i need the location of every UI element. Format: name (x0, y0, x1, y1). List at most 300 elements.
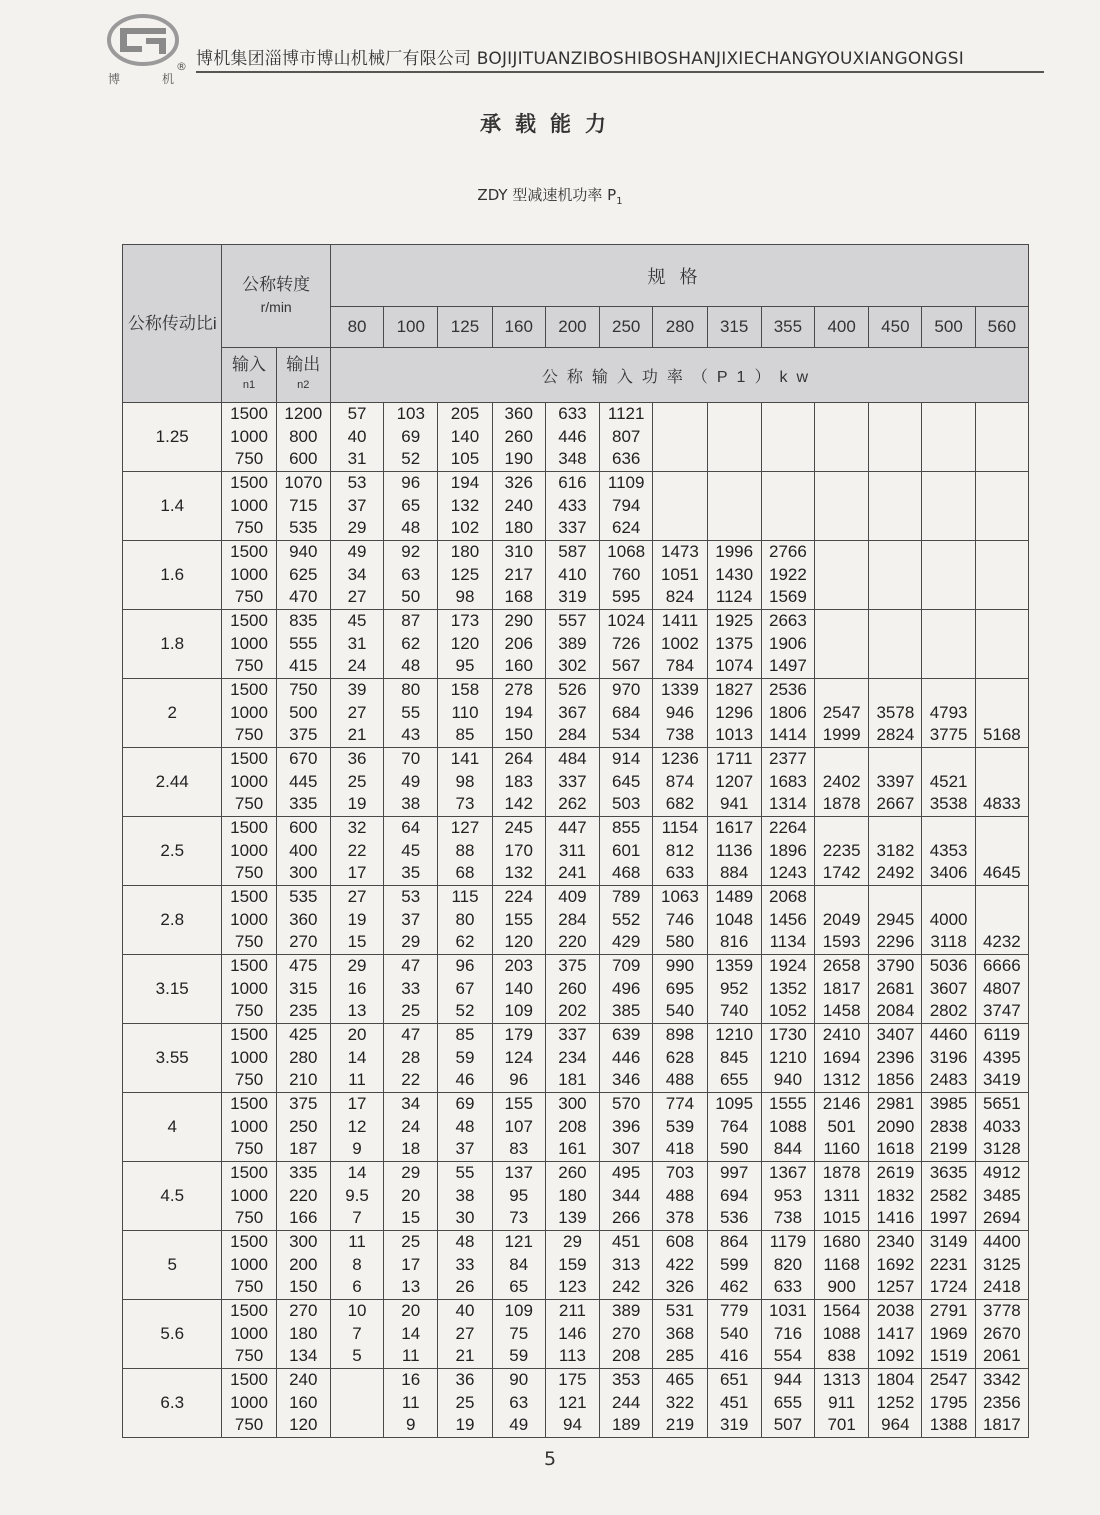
output-speed-value: 535 (289, 518, 318, 538)
power-value: 33 (455, 1254, 475, 1274)
power-value: 103 (396, 404, 425, 423)
power-value: 2396 (876, 1047, 915, 1067)
power-value: 396 (612, 1116, 641, 1136)
power-value: 105 (450, 449, 480, 469)
power-value: 1207 (715, 771, 754, 791)
power-value (922, 403, 974, 426)
input-speed-cell (222, 748, 276, 817)
power-cell (600, 886, 653, 955)
power-value: 446 (558, 426, 587, 446)
power-value: 1121 (607, 404, 645, 423)
power-cell (815, 748, 869, 817)
input-speed-value: 1000 (230, 564, 268, 584)
power-value: 113 (558, 1346, 587, 1366)
power-value: 10 (347, 1301, 367, 1320)
header-size-80: 80 (330, 307, 383, 348)
power-cell (330, 541, 383, 610)
power-cell (869, 679, 922, 748)
power-value: 1002 (661, 633, 699, 653)
power-cell (600, 403, 653, 472)
power-value: 11 (401, 1346, 420, 1366)
power-value: 244 (612, 1392, 641, 1412)
power-value: 48 (455, 1232, 475, 1251)
power-cell (707, 1300, 761, 1369)
power-value: 746 (665, 909, 695, 929)
power-value: 181 (558, 1070, 587, 1090)
power-value (922, 633, 974, 656)
power-cell (330, 1369, 383, 1438)
output-speed-cell (276, 403, 330, 472)
output-speed-value: 280 (289, 1047, 318, 1067)
output-speed-cell (276, 955, 330, 1024)
power-value: 1417 (876, 1323, 915, 1343)
input-speed-value: 1500 (230, 473, 268, 492)
power-value: 25 (347, 771, 367, 791)
power-value: 35 (401, 863, 421, 883)
output-speed-value: 187 (289, 1139, 318, 1159)
power-value: 1411 (661, 611, 699, 630)
power-value: 3407 (876, 1025, 915, 1044)
power-cell (545, 1231, 599, 1300)
power-value: 5651 (982, 1094, 1021, 1113)
power-value: 127 (450, 818, 480, 837)
power-value: 139 (558, 1208, 587, 1228)
power-value: 52 (401, 449, 421, 469)
power-value: 52 (455, 1001, 475, 1021)
power-cell (869, 1162, 922, 1231)
header-speed (222, 245, 330, 348)
output-speed-value: 360 (289, 909, 318, 929)
power-value: 1683 (768, 771, 807, 791)
power-value: 48 (401, 518, 421, 538)
power-value: 608 (665, 1232, 695, 1251)
power-value (653, 448, 706, 471)
power-value: 109 (504, 1301, 533, 1320)
power-value: 1795 (929, 1392, 968, 1412)
power-value: 4460 (929, 1025, 968, 1044)
power-value: 168 (504, 587, 533, 607)
power-value: 211 (558, 1301, 587, 1320)
power-value (922, 679, 974, 702)
power-cell (869, 1024, 922, 1093)
power-value (976, 448, 1028, 471)
power-value: 194 (504, 702, 533, 722)
power-value: 3118 (930, 932, 967, 952)
power-value: 285 (665, 1346, 695, 1366)
power-value: 389 (612, 1301, 641, 1320)
power-cell (438, 955, 492, 1024)
power-value: 1906 (768, 633, 807, 653)
power-cell (922, 955, 975, 1024)
power-value (976, 541, 1028, 564)
power-value: 266 (612, 1208, 641, 1228)
power-value: 160 (504, 656, 533, 676)
header-spec: 规格 (330, 245, 1028, 307)
header-size-560: 560 (975, 307, 1028, 348)
power-value: 32 (347, 818, 367, 837)
power-value: 1430 (715, 564, 754, 584)
power-value: 63 (401, 564, 421, 584)
input-speed-value: 1500 (230, 887, 268, 906)
power-cell (330, 748, 383, 817)
power-value: 709 (612, 956, 641, 975)
power-value: 1804 (876, 1370, 915, 1389)
ratio-cell: 2.8 (123, 886, 222, 955)
header-size-450: 450 (869, 307, 922, 348)
power-value: 73 (509, 1208, 529, 1228)
power-value: 740 (719, 1001, 749, 1021)
power-cell (761, 1369, 814, 1438)
power-cell (815, 541, 869, 610)
power-value: 703 (665, 1163, 695, 1182)
power-cell (330, 886, 383, 955)
power-value: 944 (773, 1370, 803, 1389)
power-value: 73 (455, 794, 475, 814)
output-speed-cell (276, 1093, 330, 1162)
power-cell (384, 817, 438, 886)
power-value: 175 (558, 1370, 587, 1389)
power-value: 682 (665, 794, 695, 814)
power-cell (384, 1369, 438, 1438)
header-input (222, 348, 276, 403)
power-value: 11 (348, 1232, 366, 1251)
power-cell (330, 403, 383, 472)
power-value: 326 (665, 1277, 695, 1297)
power-value: 2146 (822, 1094, 861, 1113)
power-value: 3196 (929, 1047, 968, 1067)
power-value: 69 (455, 1094, 475, 1113)
power-value: 219 (665, 1415, 695, 1435)
power-cell (492, 403, 545, 472)
power-value (976, 817, 1028, 840)
header-size-315: 315 (707, 307, 761, 348)
power-cell (492, 1300, 545, 1369)
ratio-cell: 5.6 (123, 1300, 222, 1369)
output-speed-value: 555 (289, 633, 318, 653)
power-value: 25 (455, 1392, 475, 1412)
input-speed-value: 1500 (230, 1301, 268, 1320)
power-value: 3419 (982, 1070, 1021, 1090)
output-speed-value: 166 (289, 1208, 318, 1228)
power-cell (975, 1162, 1028, 1231)
power-value: 348 (558, 449, 587, 469)
power-cell (922, 1024, 975, 1093)
output-speed-value: 300 (289, 1232, 318, 1251)
power-value: 173 (450, 611, 480, 630)
power-cell (384, 1231, 438, 1300)
power-cell (707, 1162, 761, 1231)
power-value: 2296 (876, 932, 915, 952)
power-cell (707, 472, 761, 541)
power-value: 4033 (982, 1116, 1021, 1136)
output-speed-cell (276, 748, 330, 817)
table-row (123, 679, 1029, 748)
power-value: 422 (665, 1254, 695, 1274)
power-value: 13 (347, 1001, 367, 1021)
power-value: 120 (450, 633, 480, 653)
power-value: 1519 (929, 1346, 968, 1366)
input-speed-value: 1000 (230, 978, 268, 998)
power-value: 1048 (715, 909, 754, 929)
power-value: 3578 (876, 702, 915, 722)
power-cell (922, 403, 975, 472)
power-value: 1806 (768, 702, 807, 722)
power-value: 278 (504, 680, 533, 699)
power-cell (600, 748, 653, 817)
power-value: 34 (401, 1094, 421, 1113)
header-size-200: 200 (545, 307, 599, 348)
power-value: 124 (504, 1047, 533, 1067)
power-value: 536 (719, 1208, 749, 1228)
power-cell (600, 679, 653, 748)
table-row (123, 472, 1029, 541)
power-value (815, 586, 868, 609)
power-value: 389 (558, 633, 587, 653)
power-cell (492, 886, 545, 955)
power-cell (815, 1300, 869, 1369)
input-speed-value: 1000 (230, 1047, 268, 1067)
power-cell (975, 1231, 1028, 1300)
power-value: 4400 (982, 1232, 1021, 1251)
power-cell (761, 610, 814, 679)
power-value: 655 (719, 1070, 749, 1090)
power-cell (922, 1300, 975, 1369)
power-cell (438, 1300, 492, 1369)
input-speed-cell (222, 472, 276, 541)
power-value (976, 610, 1028, 633)
table-row (123, 1231, 1029, 1300)
power-value (869, 610, 921, 633)
power-value: 4912 (982, 1163, 1021, 1182)
power-value: 63 (509, 1392, 529, 1412)
power-value: 180 (450, 542, 480, 561)
power-value (869, 426, 921, 449)
power-value: 1296 (715, 702, 754, 722)
power-value: 3778 (982, 1301, 1021, 1320)
power-value: 22 (347, 840, 367, 860)
power-cell (492, 541, 545, 610)
power-cell (492, 472, 545, 541)
power-value: 326 (504, 473, 533, 492)
power-value: 1832 (876, 1185, 915, 1205)
power-value: 37 (347, 495, 367, 515)
power-value: 738 (665, 725, 695, 745)
power-value: 6 (352, 1277, 362, 1297)
power-value: 13 (401, 1277, 421, 1297)
output-speed-value: 625 (289, 564, 318, 584)
power-value: 1367 (768, 1163, 807, 1182)
power-value: 18 (401, 1139, 421, 1159)
power-value: 465 (665, 1370, 695, 1389)
power-cell (707, 679, 761, 748)
power-value: 2418 (982, 1277, 1021, 1297)
output-speed-value: 445 (289, 771, 318, 791)
power-value: 15 (347, 932, 367, 952)
power-cell (975, 1369, 1028, 1438)
output-speed-value: 500 (289, 702, 318, 722)
output-speed-value: 240 (289, 1370, 318, 1389)
power-value: 1088 (822, 1323, 861, 1343)
power-value: 410 (558, 564, 587, 584)
power-value: 115 (451, 887, 479, 906)
power-cell (492, 1162, 545, 1231)
power-value: 1092 (876, 1346, 915, 1366)
power-value: 367 (558, 702, 587, 722)
output-speed-value: 375 (289, 1094, 318, 1113)
power-value: 580 (665, 932, 695, 952)
header-size-400: 400 (815, 307, 869, 348)
input-speed-cell (222, 541, 276, 610)
power-value: 48 (401, 656, 421, 676)
power-value: 27 (347, 887, 367, 906)
power-value (762, 495, 814, 518)
power-value: 3747 (982, 1001, 1021, 1021)
power-value: 970 (612, 680, 641, 699)
power-cell (384, 955, 438, 1024)
power-value: 964 (881, 1415, 910, 1435)
power-value: 2582 (929, 1185, 968, 1205)
power-cell (330, 610, 383, 679)
power-value: 628 (665, 1047, 695, 1067)
power-value (976, 886, 1028, 909)
power-value: 180 (558, 1185, 587, 1205)
power-value (815, 448, 868, 471)
power-value (869, 472, 921, 495)
input-speed-cell (222, 1093, 276, 1162)
power-value: 4353 (929, 840, 968, 860)
power-value: 2377 (768, 749, 807, 768)
ratio-cell: 4 (123, 1093, 222, 1162)
power-cell (545, 403, 599, 472)
input-speed-cell (222, 1231, 276, 1300)
header-output-label: 输出 (286, 355, 321, 374)
power-value: 141 (450, 749, 480, 768)
power-value: 914 (612, 749, 641, 768)
power-value: 14 (347, 1047, 367, 1067)
input-speed-cell (222, 955, 276, 1024)
power-value: 884 (719, 863, 749, 883)
power-value: 337 (558, 1025, 587, 1044)
output-speed-value: 1200 (284, 404, 323, 423)
power-cell (545, 955, 599, 1024)
power-cell (653, 955, 707, 1024)
power-value (708, 448, 761, 471)
power-value: 22 (401, 1070, 421, 1090)
power-value: 9 (406, 1415, 416, 1435)
power-value: 46 (455, 1070, 475, 1090)
power-value: 2791 (929, 1301, 968, 1320)
power-value: 1489 (715, 887, 754, 906)
power-value: 1051 (661, 564, 699, 584)
power-value: 378 (665, 1208, 695, 1228)
power-cell (330, 817, 383, 886)
power-value: 234 (558, 1047, 587, 1067)
power-value: 57 (347, 404, 367, 423)
table-row (123, 541, 1029, 610)
power-value: 2084 (876, 1001, 915, 1021)
power-cell (492, 1369, 545, 1438)
input-speed-value: 1000 (230, 1185, 268, 1205)
header-power: 公称输入功率（P1）kw (330, 348, 1028, 403)
power-value: 1694 (822, 1047, 861, 1067)
power-cell (600, 1231, 653, 1300)
power-value: 220 (558, 932, 587, 952)
power-cell (869, 886, 922, 955)
power-cell (869, 472, 922, 541)
power-value (815, 655, 868, 678)
power-value: 633 (665, 863, 695, 883)
power-cell (869, 610, 922, 679)
power-cell (707, 748, 761, 817)
power-cell (545, 541, 599, 610)
power-value: 824 (665, 587, 695, 607)
power-cell (653, 541, 707, 610)
power-value: 385 (612, 1001, 641, 1021)
power-value: 1257 (876, 1277, 915, 1297)
power-value: 208 (612, 1346, 641, 1366)
power-value: 15 (401, 1208, 421, 1228)
input-speed-value: 750 (234, 518, 264, 538)
output-speed-value: 1070 (284, 473, 323, 492)
power-value: 1414 (768, 725, 807, 745)
power-value: 7 (352, 1323, 362, 1343)
output-speed-cell (276, 541, 330, 610)
power-cell (438, 472, 492, 541)
power-value: 1136 (715, 840, 753, 860)
power-value (708, 517, 761, 540)
power-value: 1473 (661, 542, 699, 561)
power-value: 2838 (929, 1116, 968, 1136)
power-value: 92 (401, 542, 421, 561)
header-speed-label: 公称转度 (242, 275, 311, 294)
input-speed-value: 750 (234, 725, 264, 745)
power-value: 2945 (876, 909, 915, 929)
power-value: 760 (612, 564, 641, 584)
power-value: 1555 (768, 1094, 807, 1113)
output-speed-value: 335 (289, 794, 318, 814)
power-value (708, 403, 761, 426)
power-value: 784 (665, 656, 695, 676)
power-value: 874 (665, 771, 695, 791)
power-value: 9.5 (345, 1185, 369, 1205)
input-speed-cell (222, 679, 276, 748)
output-speed-cell (276, 472, 330, 541)
power-cell (545, 817, 599, 886)
power-value: 59 (455, 1047, 475, 1067)
input-speed-value: 1000 (230, 495, 268, 515)
ratio-cell: 1.8 (123, 610, 222, 679)
power-value: 1618 (876, 1139, 915, 1159)
power-value: 260 (558, 1163, 587, 1182)
power-value: 694 (719, 1185, 749, 1205)
output-speed-value: 235 (289, 1001, 318, 1021)
power-value (815, 886, 868, 909)
input-speed-value: 1500 (230, 1370, 268, 1389)
power-value: 1692 (876, 1254, 915, 1274)
power-value: 31 (347, 633, 367, 653)
power-value: 121 (504, 1232, 533, 1251)
power-value: 526 (558, 680, 587, 699)
power-cell (600, 541, 653, 610)
power-value: 1817 (822, 978, 861, 998)
power-cell (815, 403, 869, 472)
power-cell (761, 817, 814, 886)
power-value (869, 679, 921, 702)
power-value (815, 564, 868, 587)
power-value: 911 (828, 1392, 856, 1412)
power-value: 313 (612, 1254, 641, 1274)
power-value: 2802 (929, 1001, 968, 1021)
